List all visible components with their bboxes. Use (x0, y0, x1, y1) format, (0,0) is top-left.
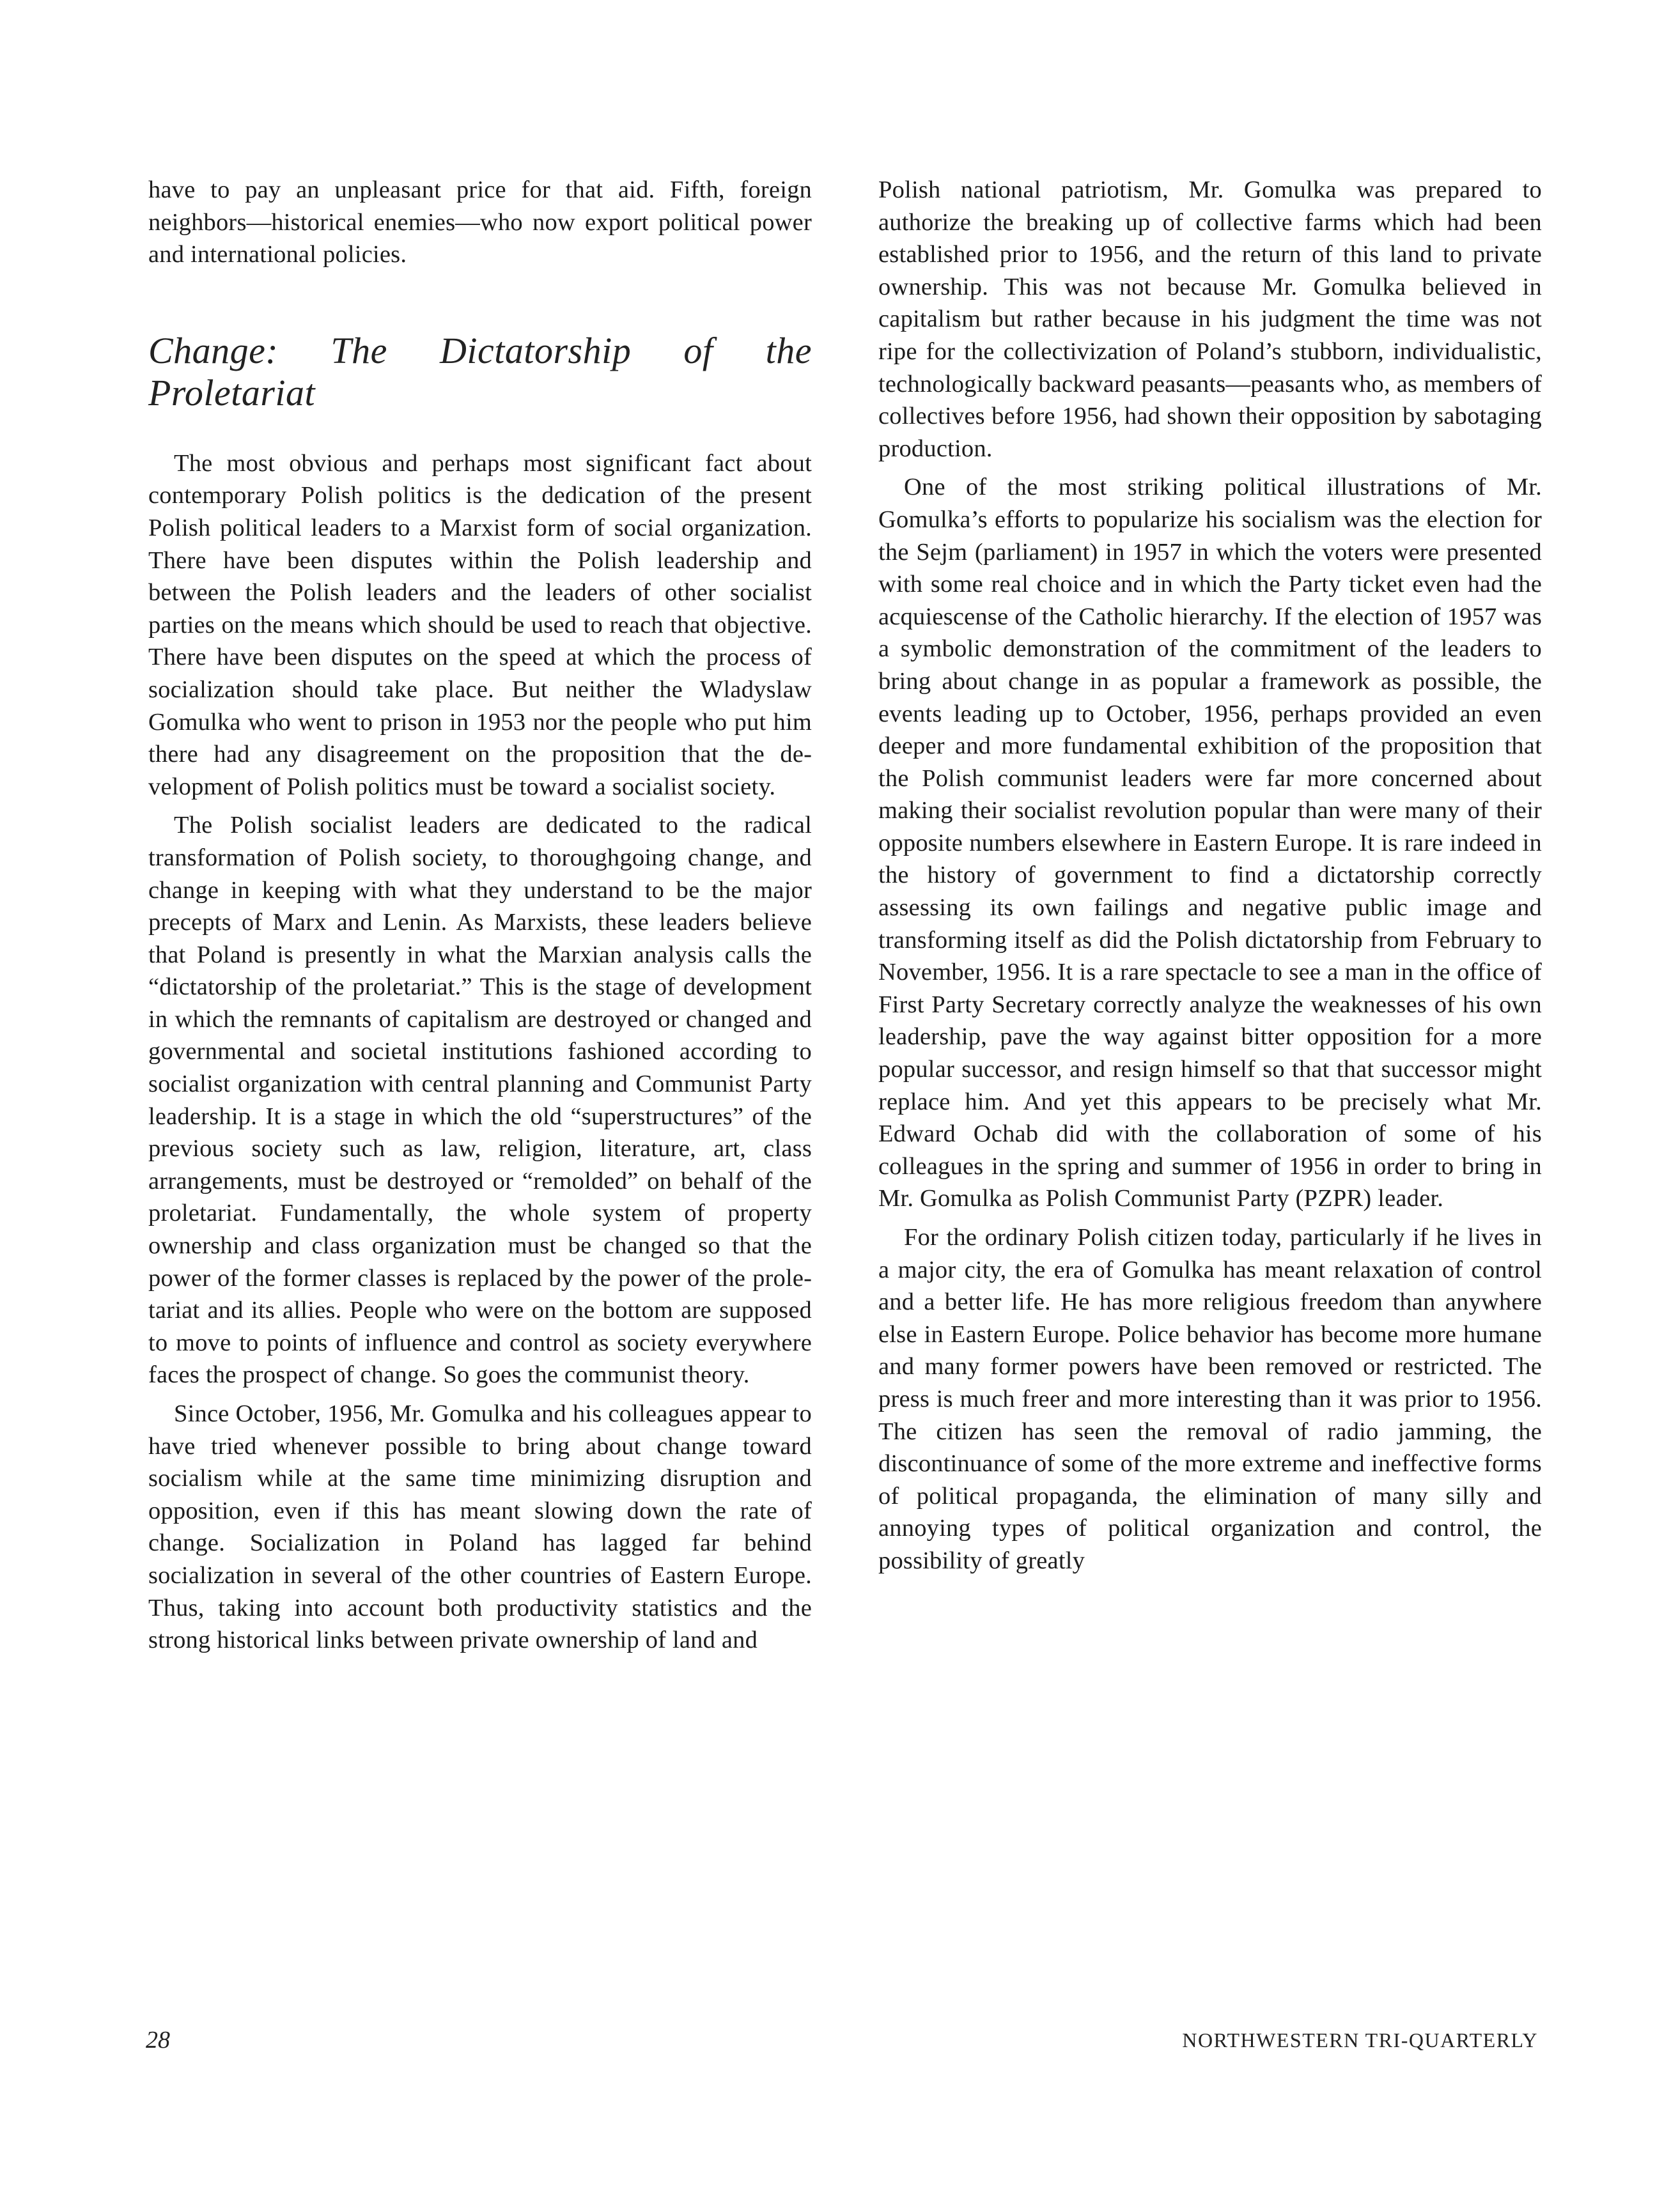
body-paragraph: One of the most striking political illustrations of Mr. Gomulka’s efforts to popularize his socialism was the election for the Sejm (parliament) in 1957 in which the voters were presented with some real choice and in which the Party ticket even had the acquiescense of the Catholic hierarchy. If the election of 1957 was a symbolic demonstration of the commitment of the leaders to bring about change in as popular a framework as possible, the events leading up to October, 1956, perhaps provided an even deeper and more fundamental exhibition of the proposition that the Polish communist leaders were far more concerned about making their socialist revolution popular than were many of their opposite numbers elsewhere in Eastern Europe. It is rare indeed in the history of government to find a dictatorship correctly assessing its own failings and negative public image and transforming itself as did the Polish dictatorship from February to November, 1956. It is a rare spectacle to see a man in the office of First Party Secretary correctly analyze the weaknesses of his own leadership, pave the way against bitter opposition for a more popular successor, and resign himself so that that successor might replace him. And yet this appears to be precisely what Mr. Edward Ochab did with the collaboration of some of his colleagues in the spring and summer of 1956 in order to bring in Mr. Gomulka as Polish Communist Party (PZPR) leader. (878, 474, 1542, 1212)
body-paragraph: The most obvious and perhaps most significant fact about contemporary Polish politics is the dedication of the present Polish political leaders to a Marxist form of social organization. There have been disputes within the Polish leadership and between the Polish leaders and the leaders of other socialist parties on the means which should be used to reach that objective. There have been disputes on the speed at which the process of socialization should take place. But neither the Wladyslaw Gomulka who went to prison in 1953 nor the people who put him there had any disagreement on the proposition that the development of Polish politics must be toward a socialist society. (148, 449, 812, 800)
body-paragraph: Since October, 1956, Mr. Gomulka and his colleagues appear to have tried whenever possible to bring about change toward socialism while at the same time minimizing disruption and opposition, even if this has meant slowing down the rate of change. Socialization in Poland has lagged far behind socialization in several of the other countries of Eastern Europe. Thus, taking into account both productivity statistics and the strong historical links between private ownership of land and (148, 1400, 812, 1654)
right-column (878, 174, 1542, 1577)
left-column (148, 174, 812, 1657)
body-paragraph: For the ordinary Polish citizen today, particularly if he lives in a major city, the era of Gomulka has meant relaxation of control and a better life. He has more religious freedom than anywhere else in Eastern Europe. Police behavior has become more humane and many former powers have been removed or restricted. The press is much freer and more interesting than it was prior to 1956. The citizen has seen the removal of radio jamming, the discontinuance of some of the more extreme and ineffective forms of political propaganda, the elimination of many silly and annoying types of political organization and control, the possibility of greatly (878, 1224, 1542, 1574)
section-heading: Change: The Dictatorship of the Proletariat (148, 329, 812, 414)
page-number: 28 (146, 2027, 170, 2053)
opening-paragraph: have to pay an unpleasant price for that aid. Fifth, foreign neighbors—historical enemies—who now export political power and international policies. (148, 176, 812, 268)
continued-paragraph: Polish national patriotism, Mr. Gomulka was prepared to authorize the breaking up of collective farms which had been established prior to 1956, and the return of this land to private ownership. This was not because Mr. Gomulka believed in capitalism but rather because in his judgment the time was not ripe for the collectivization of Poland’s stubborn, individualistic, technologically backward peasants—peasants who, as members of collectives before 1956, had shown their opposition by sabotaging production. (878, 176, 1542, 462)
body-paragraph: The Polish socialist leaders are dedicated to the radical transformation of Polish society, to thoroughgoing change, and change in keeping with what they understand to be the major precepts of Marx and Lenin. As Marxists, these leaders believe that Poland is presently in what the Marxian analysis calls the “dictatorship of the proletariat.” This is the stage of development in which the remnants of capitalism are destroyed or changed and governmental and societal institutions fashioned according to socialist organization with central planning and Communist Party leadership. It is a stage in which the old “superstructures” of the previous society such as law, religion, literature, art, class arrangements, must be destroyed or “remolded” on behalf of the proletariat. Fundamentally, the whole system of property ownership and class organization must be changed so that the power of the former classes is replaced by the power of the proletariat and its allies. People who were on the bottom are supposed to move to points of influence and control as society everywhere faces the prospect of change. So goes the communist theory. (148, 812, 812, 1389)
running-footer-journal-name: NORTHWESTERN TRI-QUARTERLY (1182, 2029, 1538, 2052)
